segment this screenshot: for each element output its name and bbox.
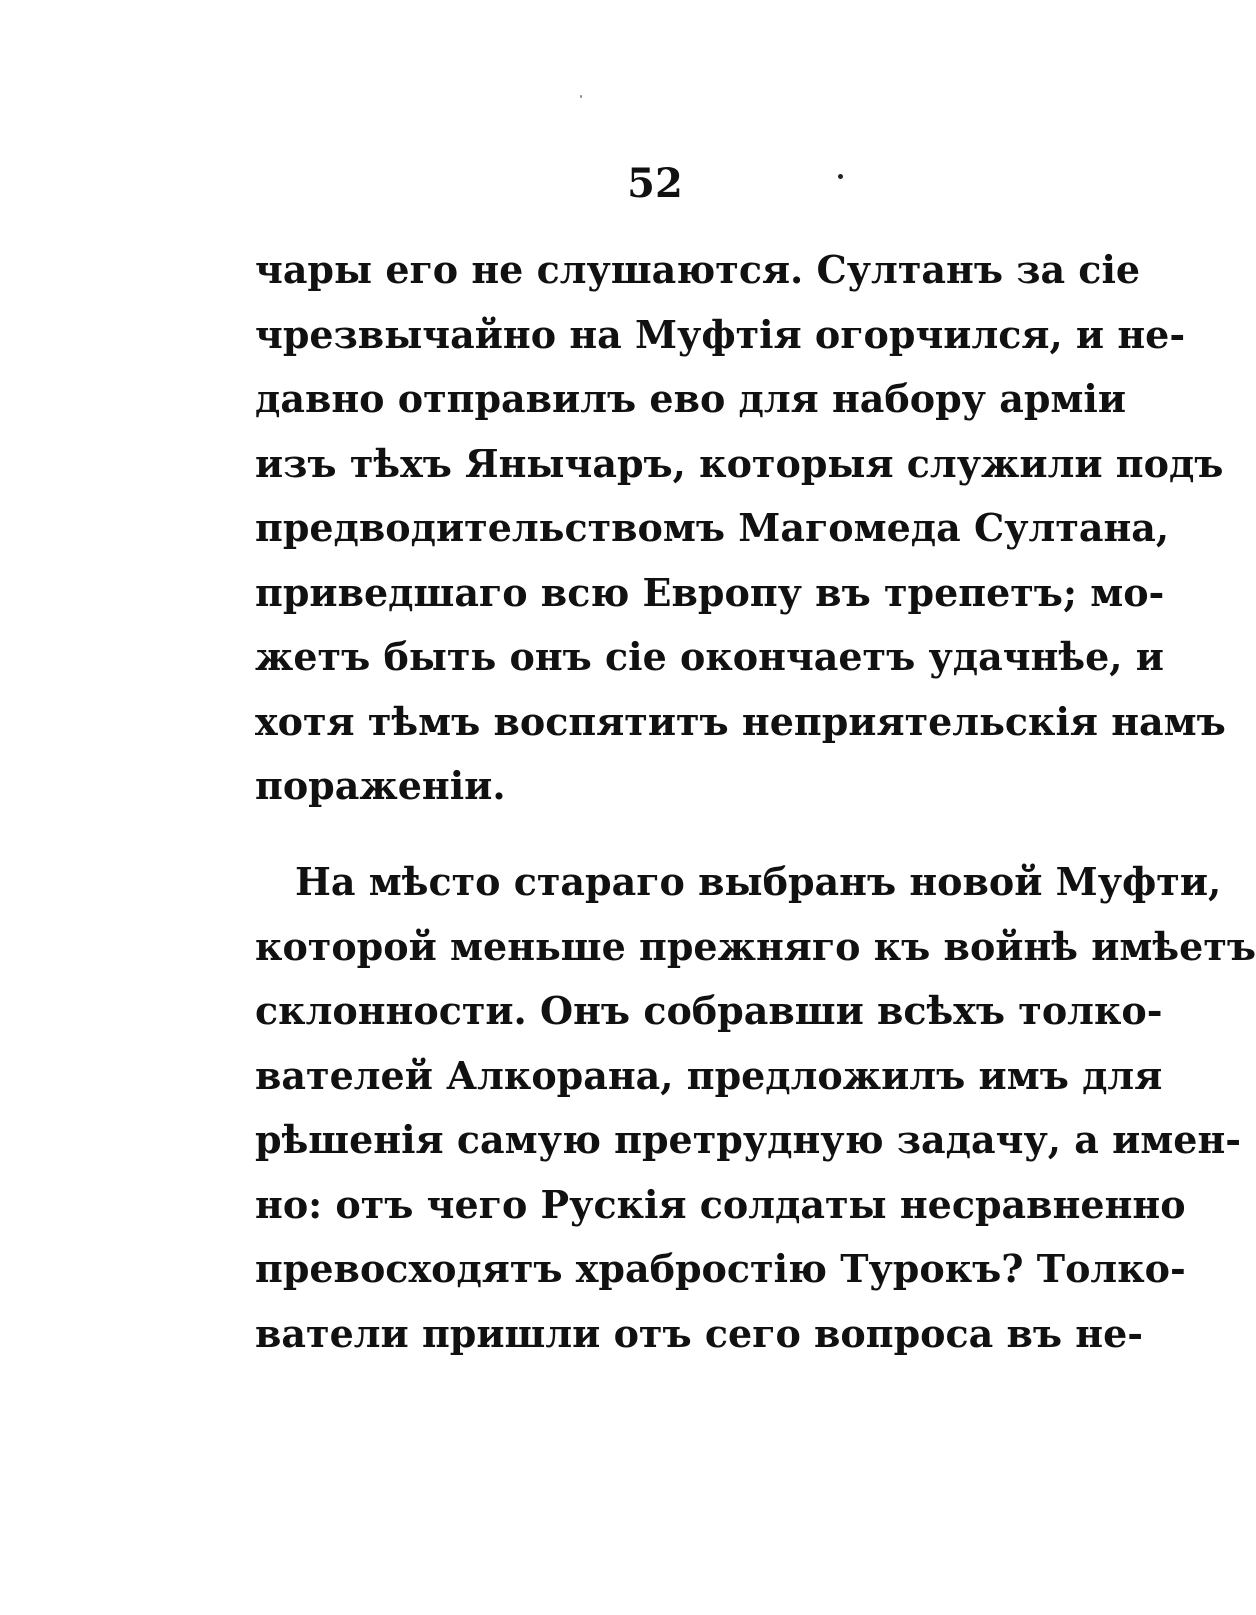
text-line: чрезвычайно на Муфтія огорчился, и не-	[255, 311, 1186, 357]
text-line: но: отъ чего Рускія солдаты несравненно	[255, 1181, 1186, 1227]
text-line: превосходятъ храбростію Турокъ? Толко-	[255, 1246, 1186, 1291]
text-line: предводительствомъ Магомеда Султана,	[255, 505, 1170, 550]
text-line: приведшаго всю Европу въ трепетъ; мо-	[255, 569, 1165, 615]
text-line: вателей Алкорана, предложилъ имъ для	[255, 1052, 1163, 1098]
ink-speck	[580, 95, 582, 98]
text-line: хотя тѣмъ воспятитъ неприятельскія намъ	[255, 698, 1226, 744]
text-line: давно отправилъ ево для набору арміи	[255, 376, 1127, 421]
text-line: склонности. Онъ собравши всѣхъ толко-	[255, 988, 1163, 1033]
text-line: На мѣсто стараго выбранъ новой Муфти,	[295, 859, 1222, 904]
text-line: которой меньше прежняго къ войнѣ имѣетъ	[255, 923, 1256, 969]
text-line: чары его не слушаются. Султанъ за сіе	[255, 247, 1141, 292]
text-line: изъ тѣхъ Янычаръ, которыя служили подъ	[255, 440, 1224, 486]
paragraph-1	[255, 238, 1226, 819]
text-line: жетъ быть онъ сіе окончаетъ удачнѣе, и	[255, 634, 1164, 679]
text-line: пораженіи.	[255, 763, 506, 808]
ink-speck	[838, 174, 843, 179]
page-number: 52	[627, 160, 683, 207]
text-line: рѣшенія самую претрудную задачу, а имен-	[255, 1117, 1242, 1162]
paragraph-2	[255, 850, 1256, 1366]
text-line: ватели пришли отъ сего вопроса въ не-	[255, 1310, 1144, 1356]
